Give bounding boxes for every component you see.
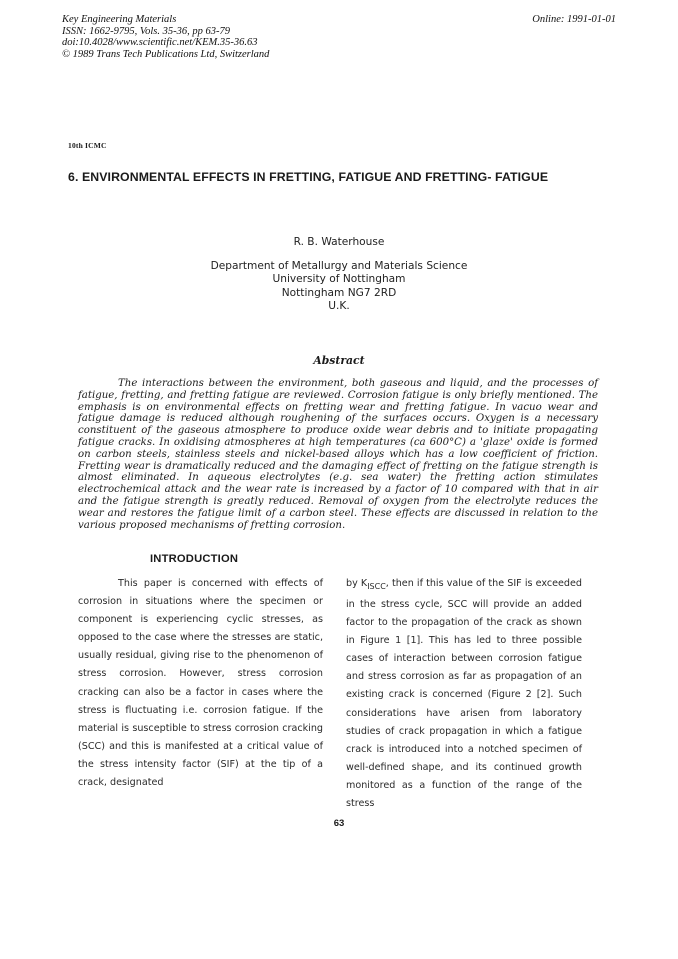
online-date: Online: 1991-01-01 [532, 14, 616, 25]
body-column-left [78, 575, 323, 792]
intro-text-prefix: by K [346, 578, 368, 589]
kiscc-subscript: ISCC [367, 581, 386, 591]
paper-title: 6. ENVIRONMENTAL EFFECTS IN FRETTING, FATIGUE AND FRETTING- FATIGUE [68, 170, 549, 184]
issn-line: ISSN: 1662-9795, Vols. 35-36, pp 63-79 [62, 25, 230, 37]
doi-line: doi:10.4028/www.scientific.net/KEM.35-36.63 [62, 37, 258, 48]
author-university: University of Nottingham [272, 273, 406, 286]
abstract-heading: Abstract [313, 354, 365, 367]
copyright-line: © 1989 Trans Tech Publications Ltd, Switzerland [62, 48, 270, 60]
intro-paragraph-left: This paper is concerned with effects of corrosion in situations where the specimen or component is experiencing cyclic stresses, as opposed to the case where the stresses are static, usually residual, giving rise to the phenomenon of stress corrosion. However, stress corrosion cracking can also be a factor in cases where the stress is fluctuating i.e. corrosion fatigue. If the material is susceptible to stress corrosion cracking (SCC) and this is manifested at a critical value of the stress intensity factor (SIF) at the tip of a crack, designated [78, 578, 323, 789]
author-block [0, 236, 678, 313]
citation-header [62, 14, 269, 60]
introduction-heading: INTRODUCTION [150, 553, 239, 565]
intro-paragraph-right: , then if this value of the SIF is exceeded in the stress cycle, SCC will provide an added factor to the propagation of the crack as shown in Figure 1 [1]. This has led to three possible cases of interaction between corrosion fatigue and stress corrosion as far as propagation of an existing crack is concerned (Figure 2 [2]. Such considerations have arisen from laboratory studies of crack propagation in which a fatigue crack is introduced into a notched specimen of well-defined shape, and its continued growth monitored as a function of the range of the stress [346, 578, 583, 810]
conference-label: 10th ICMC [68, 141, 107, 150]
body-column-right [346, 575, 582, 813]
author-department: Department of Metallurgy and Materials Science [210, 260, 468, 273]
abstract-text: The interactions between the environment, both gaseous and liquid, and the processes of fatigue, fretting, and fretting fatigue are reviewed. Corrosion fatigue is only briefly mentioned. The emphasis is on environmental effects on fretting wear and fretting fatigue. In vacuo wear and fatigue damage is reduced although roughening of the surfaces occurs. Oxygen is a necessary constituent of the gaseous atmosphere to produce oxide wear debris and to initiate propagating fatigue cracks. In oxidising atmospheres at high temperatures (ca 600°C) a 'glaze' oxide is formed on carbon steels, stainless steels and nickel-based alloys which has a low coefficient of friction. Fretting wear is dramatically reduced and the damaging effect of fretting on the fatigue strength is almost eliminated. In aqueous electrolytes (e.g. sea water) the fretting action stimulates electrochemical attack and the wear rate is increased by a factor of 10 compared with that in air and the fatigue strength is greatly reduced. Removal of oxygen from the electrolyte reduces the wear and restores the fatigue limit of a carbon steel. These effects are discussed in relation to the various proposed mechanisms of fretting corrosion. [78, 378, 598, 531]
author-city: Nottingham NG7 2RD [281, 286, 397, 299]
author-name: R. B. Waterhouse [293, 236, 385, 248]
author-country: U.K. [328, 299, 350, 312]
page-number: 63 [333, 818, 345, 829]
journal-name: Key Engineering Materials [62, 14, 177, 25]
